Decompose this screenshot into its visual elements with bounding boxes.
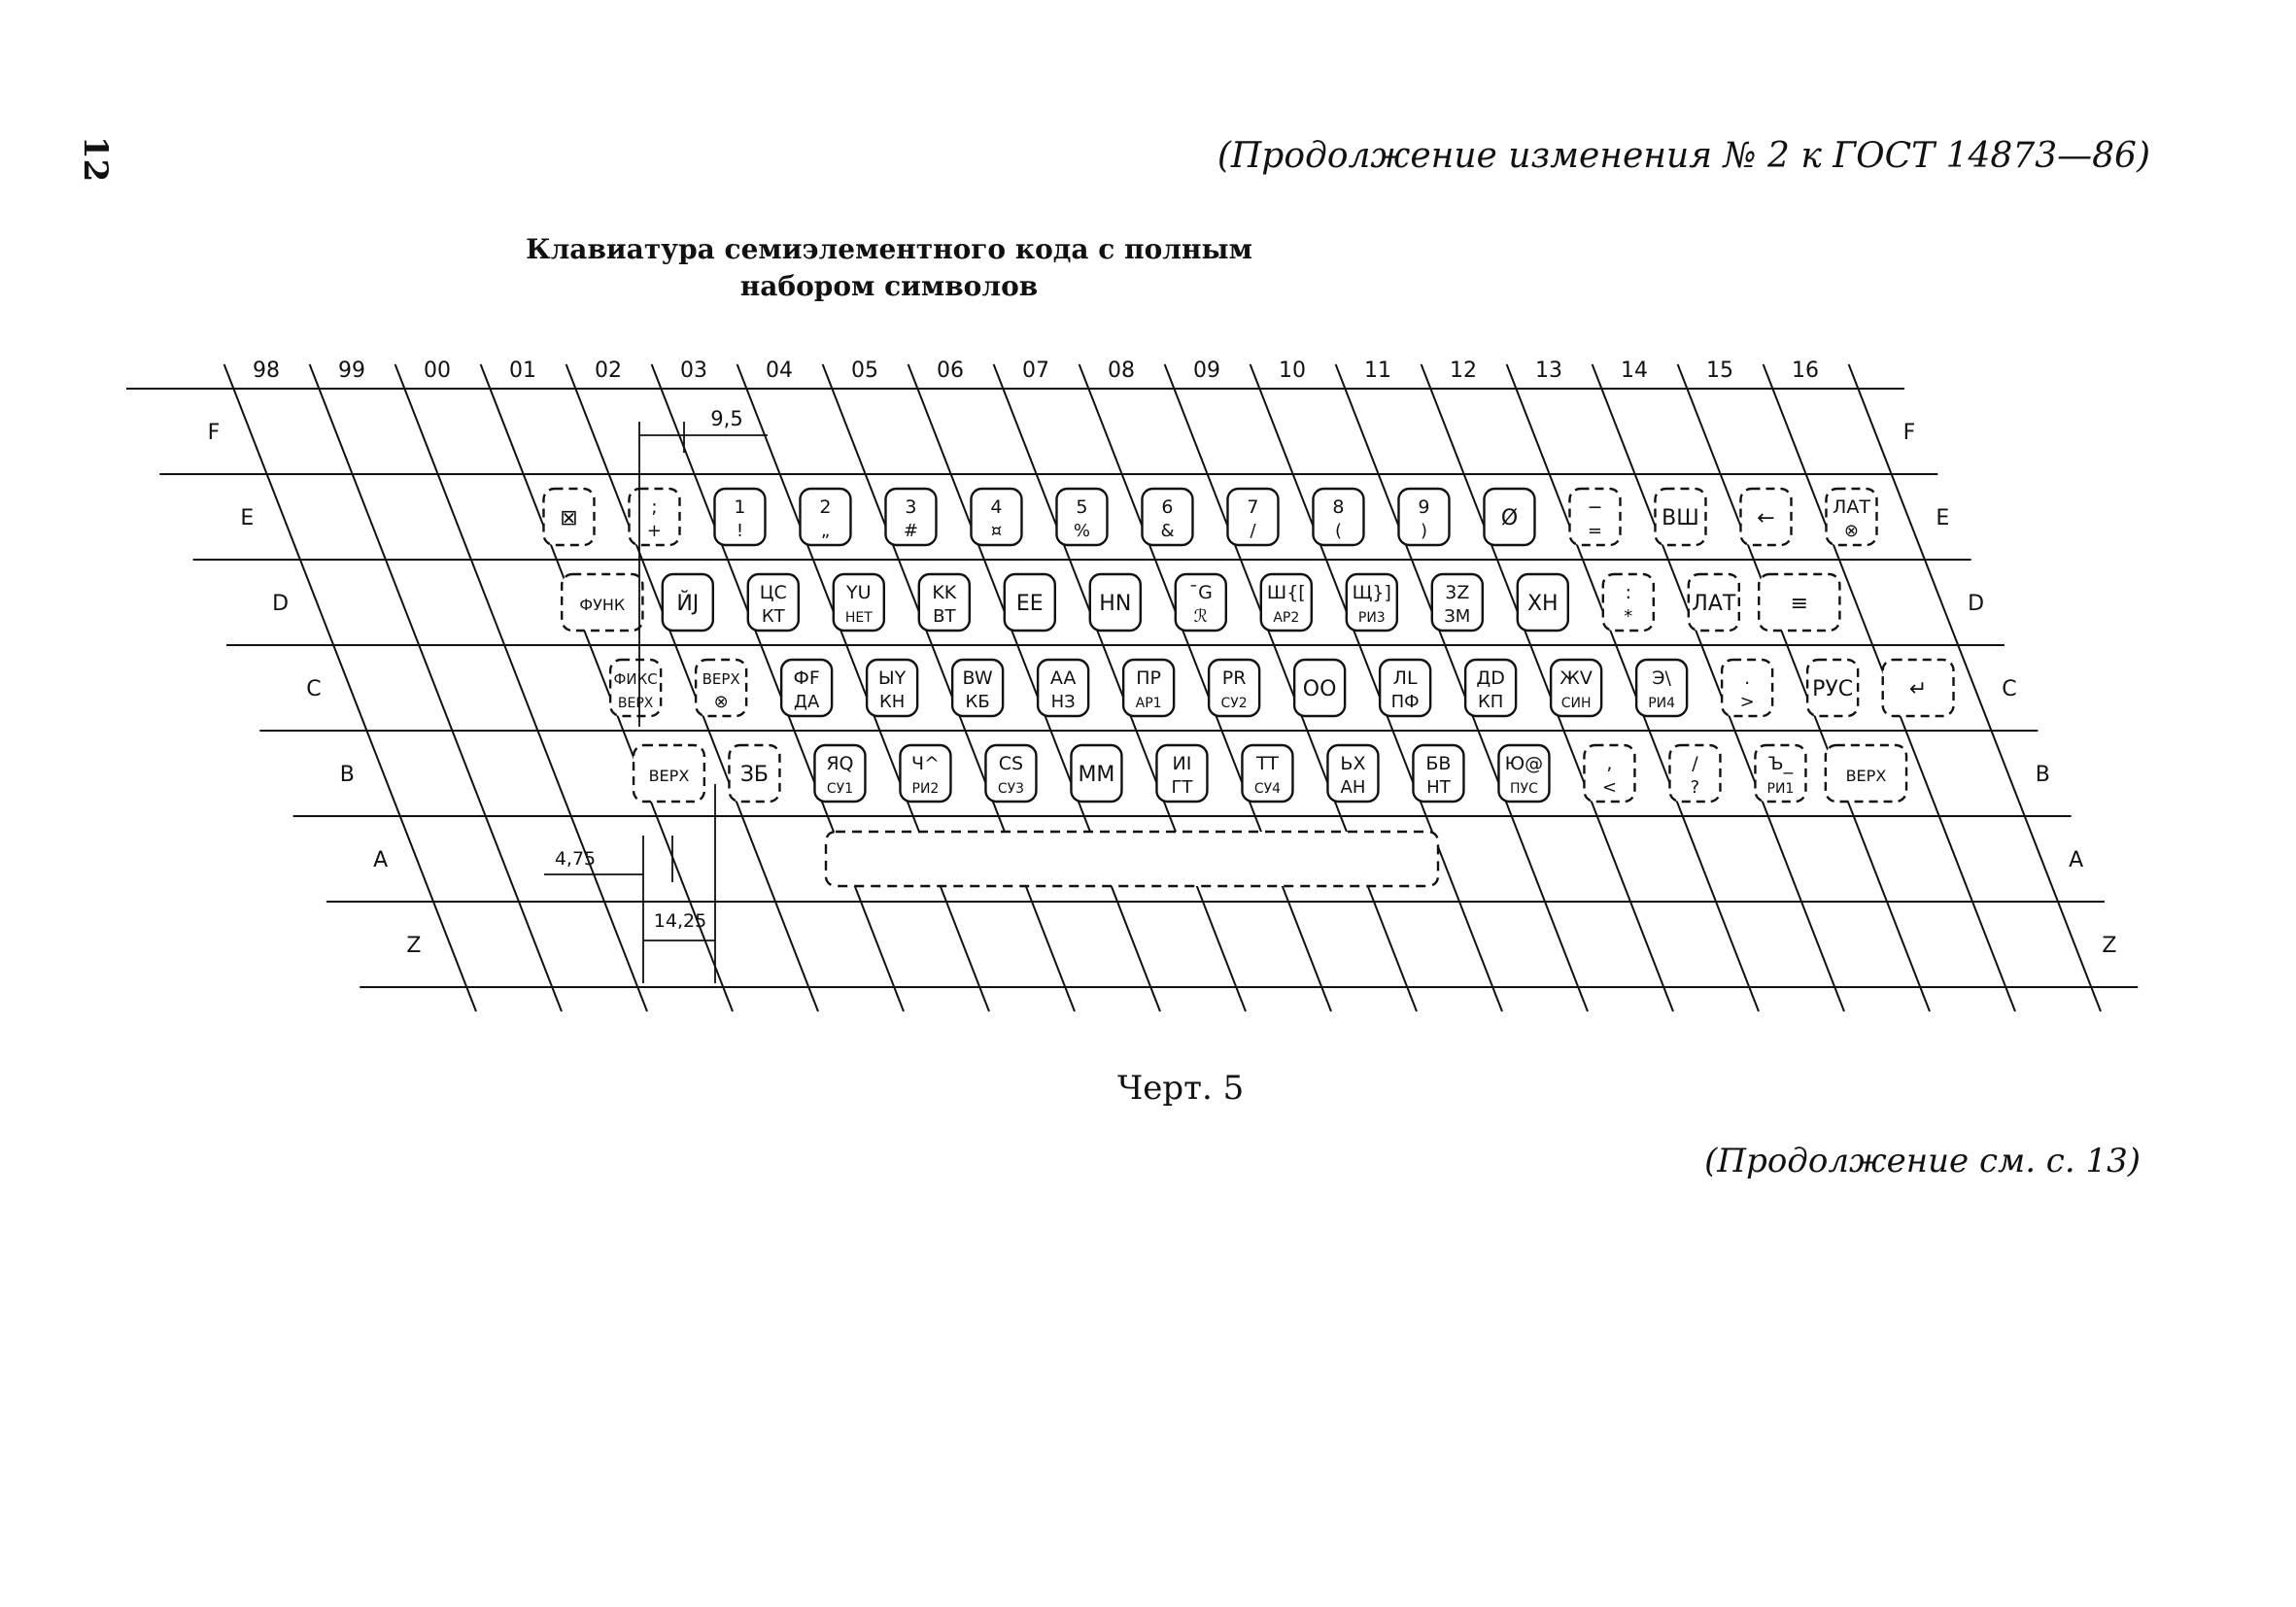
keyboard-key xyxy=(1498,745,1549,802)
key-legend: − xyxy=(1587,496,1603,518)
keyboard-key xyxy=(663,574,713,631)
row-label-right: C xyxy=(2002,677,2017,701)
key-legend: MM xyxy=(1078,763,1115,787)
keyboard-key xyxy=(634,745,704,802)
page-number: 12 xyxy=(76,136,115,183)
keyboard-key xyxy=(562,574,642,631)
key-legend: НЗ xyxy=(1050,692,1076,712)
keyboard-key xyxy=(1294,660,1345,716)
key-legend: ⊗ xyxy=(1843,521,1860,541)
keyboard-key xyxy=(1380,660,1430,716)
keyboard-key xyxy=(696,660,746,716)
key-legend: ФИКС xyxy=(613,670,658,688)
key-legend: ЖV xyxy=(1559,667,1593,689)
key-legend: СУ4 xyxy=(1253,781,1282,797)
key-legend: 1 xyxy=(734,496,746,518)
keyboard-key xyxy=(1261,574,1312,631)
key-legend: 5 xyxy=(1076,496,1088,518)
key-legend: ) xyxy=(1420,521,1427,541)
key-legend: + xyxy=(646,521,663,541)
row-label-right: F xyxy=(1902,421,1916,445)
key-legend: ПФ xyxy=(1390,692,1420,712)
keyboard-key xyxy=(1826,745,1906,802)
row-label-left: E xyxy=(240,506,255,530)
row-label-left: A xyxy=(373,848,389,872)
key-legend: < xyxy=(1601,777,1617,798)
dimension-key-pitch: 9,5 xyxy=(710,407,743,430)
key-legend: ¯G xyxy=(1188,582,1213,603)
keyboard-key xyxy=(1398,489,1449,545)
key-legend: 3Z xyxy=(1445,582,1470,603)
key-legend: ВЕРХ xyxy=(1845,767,1887,785)
keyboard-key xyxy=(1603,574,1654,631)
column-label: 99 xyxy=(338,359,365,383)
key-legend: HN xyxy=(1099,592,1132,616)
key-legend: ; xyxy=(651,496,658,518)
key-legend: . xyxy=(1744,667,1751,689)
keyboard-key xyxy=(800,489,850,545)
key-legend: АР2 xyxy=(1273,610,1300,626)
key-legend: КН xyxy=(878,692,906,712)
keyboard-key xyxy=(1156,745,1207,802)
keyboard-key xyxy=(714,489,765,545)
key-legend: ВТ xyxy=(933,606,956,627)
keyboard-key xyxy=(1551,660,1601,716)
key-legend: ЯQ xyxy=(826,753,854,774)
row-label-left: D xyxy=(272,592,290,616)
key-legend: ИI xyxy=(1172,753,1192,774)
keyboard-key xyxy=(543,489,594,545)
keyboard-key xyxy=(1655,489,1705,545)
key-legend: СУ3 xyxy=(997,781,1025,797)
keyboard-key xyxy=(919,574,970,631)
column-label: 06 xyxy=(937,359,964,383)
key-legend: KK xyxy=(932,582,957,603)
key-legend: : xyxy=(1625,582,1632,603)
column-label: 15 xyxy=(1706,359,1733,383)
row-label-left: C xyxy=(306,677,322,701)
row-label-left: F xyxy=(207,421,221,445)
keyboard-key xyxy=(885,489,936,545)
keyboard-key xyxy=(900,745,950,802)
key-legend: ЗБ xyxy=(739,763,770,787)
dimension-offset: 4,75 xyxy=(554,848,597,870)
column-label: 05 xyxy=(851,359,878,383)
key-legend: БВ xyxy=(1425,753,1452,774)
key-legend: ЦС xyxy=(759,582,787,603)
column-label: 00 xyxy=(424,359,451,383)
grid-column-line xyxy=(224,364,476,1011)
key-legend: YU xyxy=(846,582,872,603)
keyboard-key xyxy=(1883,660,1954,716)
key-legend: / xyxy=(1250,521,1256,541)
key-legend: ← xyxy=(1757,506,1775,530)
figure-title-line2: набором символов xyxy=(739,270,1039,302)
key-legend: ¤ xyxy=(990,521,1003,541)
key-legend: CS xyxy=(998,753,1024,774)
key-legend: XH xyxy=(1526,592,1559,616)
row-label-right: E xyxy=(1936,506,1950,530)
keyboard-key xyxy=(1090,574,1141,631)
key-legend: 4 xyxy=(990,496,1003,518)
space-bar xyxy=(826,832,1438,886)
header-note: (Продолжение изменения № 2 к ГОСТ 14873—86) xyxy=(1217,136,2150,176)
keyboard-key xyxy=(952,660,1003,716)
keyboard-key xyxy=(1413,745,1463,802)
keyboard-key xyxy=(1740,489,1791,545)
keyboard-key xyxy=(1038,660,1088,716)
key-legend: КТ xyxy=(761,606,785,627)
keyboard-key xyxy=(1584,745,1634,802)
grid-column-line xyxy=(310,364,562,1011)
key-legend: TT xyxy=(1255,753,1279,774)
row-label-right: D xyxy=(1968,592,1985,616)
key-legend: РИ2 xyxy=(911,781,940,797)
keyboard-key xyxy=(1347,574,1397,631)
key-legend: AA xyxy=(1049,667,1077,689)
column-label: 01 xyxy=(509,359,536,383)
keyboard-key xyxy=(1722,660,1772,716)
figure-caption: Черт. 5 xyxy=(1117,1069,1245,1108)
keyboard-key xyxy=(1755,745,1805,802)
key-legend: BW xyxy=(962,667,993,689)
row-label-right: A xyxy=(2069,848,2084,872)
key-legend: ВЕРХ xyxy=(648,767,690,785)
footer-note: (Продолжение см. с. 13) xyxy=(1704,1142,2141,1180)
key-legend: # xyxy=(903,521,919,541)
row-label-right: B xyxy=(2035,763,2050,787)
key-legend: Ш{[ xyxy=(1266,582,1306,603)
key-legend: 3 xyxy=(905,496,917,518)
row-label-left: B xyxy=(339,763,355,787)
keyboard-key xyxy=(1759,574,1839,631)
key-legend: ВШ xyxy=(1662,506,1699,530)
column-label: 07 xyxy=(1022,359,1049,383)
keyboard-key xyxy=(1313,489,1363,545)
key-legend: РИ3 xyxy=(1357,610,1386,626)
key-legend: ⊗ xyxy=(713,692,729,712)
keyboard-key xyxy=(1636,660,1687,716)
keyboard-key xyxy=(1807,660,1858,716)
key-legend: , xyxy=(1606,753,1613,774)
key-legend: КБ xyxy=(965,692,990,712)
key-legend: Ø xyxy=(1500,506,1519,530)
keyboard-key xyxy=(748,574,799,631)
key-legend: „ xyxy=(820,521,831,541)
key-legend: ЗМ xyxy=(1444,606,1471,627)
key-legend: ПУС xyxy=(1510,781,1538,797)
key-legend: ≡ xyxy=(1790,592,1809,616)
key-legend: ВЕРХ xyxy=(702,670,740,688)
key-legend: ДD xyxy=(1476,667,1505,689)
keyboard-key xyxy=(867,660,917,716)
keyboard-key xyxy=(1227,489,1278,545)
keyboard-key xyxy=(985,745,1036,802)
key-legend: % xyxy=(1073,521,1091,541)
key-legend: ℛ xyxy=(1193,606,1208,627)
key-legend: Щ}] xyxy=(1352,582,1391,603)
key-legend: ! xyxy=(736,521,744,541)
keyboard-key xyxy=(1176,574,1226,631)
keyboard-key xyxy=(971,489,1021,545)
keyboard-key xyxy=(729,745,779,802)
column-label: 10 xyxy=(1279,359,1306,383)
keyboard-key xyxy=(781,660,832,716)
key-legend: ЬX xyxy=(1340,753,1366,774)
key-legend: ВЕРХ xyxy=(617,696,654,711)
key-legend: > xyxy=(1739,692,1755,712)
keyboard-key xyxy=(610,660,661,716)
key-legend: ДА xyxy=(793,692,820,712)
key-legend: СУ1 xyxy=(826,781,854,797)
keyboard-key xyxy=(1142,489,1192,545)
key-legend: ЫY xyxy=(877,667,907,689)
key-legend: ? xyxy=(1690,777,1700,798)
key-legend: Ч^ xyxy=(910,753,940,774)
column-label: 98 xyxy=(253,359,280,383)
key-legend: НЕТ xyxy=(844,610,873,626)
column-label: 09 xyxy=(1193,359,1220,383)
key-legend: 9 xyxy=(1418,496,1430,518)
key-legend: ГТ xyxy=(1171,777,1193,798)
keyboard-key xyxy=(834,574,884,631)
keyboard-key xyxy=(1005,574,1055,631)
key-legend: СИН xyxy=(1560,696,1592,711)
key-legend: СУ2 xyxy=(1220,696,1248,711)
key-legend: ПР xyxy=(1136,667,1161,689)
keyboard-key xyxy=(814,745,865,802)
key-legend: Ю@ xyxy=(1504,753,1544,774)
key-legend: OO xyxy=(1302,677,1337,701)
column-label: 16 xyxy=(1792,359,1819,383)
key-legend: 6 xyxy=(1161,496,1174,518)
key-legend: ФУНК xyxy=(579,596,626,614)
row-label-right: Z xyxy=(2102,934,2117,958)
figure-title xyxy=(0,231,1778,305)
key-legend: / xyxy=(1692,753,1698,774)
keyboard-key xyxy=(1071,745,1121,802)
key-legend: Э\ xyxy=(1652,667,1671,689)
keyboard-key xyxy=(1209,660,1259,716)
row-label-left: Z xyxy=(406,934,422,958)
key-legend: * xyxy=(1624,606,1633,627)
key-legend: РИ4 xyxy=(1648,696,1676,711)
key-legend: 2 xyxy=(819,496,832,518)
key-legend: ( xyxy=(1334,521,1342,541)
keyboard-key xyxy=(1327,745,1378,802)
keyboard-key xyxy=(1484,489,1534,545)
keyboard-key xyxy=(1242,745,1292,802)
key-legend: ⊠ xyxy=(560,506,578,530)
keyboard-key xyxy=(1826,489,1876,545)
column-label: 12 xyxy=(1450,359,1477,383)
keyboard-key xyxy=(1518,574,1568,631)
column-label: 03 xyxy=(680,359,707,383)
key-legend: & xyxy=(1160,521,1175,541)
key-legend: РИ1 xyxy=(1766,781,1795,797)
keyboard-key xyxy=(1569,489,1620,545)
keyboard-diagram xyxy=(0,330,2296,1049)
dimension-key-width: 14,25 xyxy=(653,910,707,932)
key-legend: ЙJ xyxy=(676,592,700,616)
key-legend: 7 xyxy=(1247,496,1259,518)
column-label: 13 xyxy=(1535,359,1562,383)
key-legend: РУС xyxy=(1812,677,1854,701)
key-legend: EE xyxy=(1015,592,1044,616)
keyboard-key xyxy=(1465,660,1516,716)
key-legend: ЛАТ xyxy=(1833,496,1870,518)
column-label: 02 xyxy=(595,359,622,383)
keyboard-key xyxy=(1669,745,1720,802)
column-label: 11 xyxy=(1364,359,1391,383)
keyboard-key xyxy=(1689,574,1739,631)
key-legend: ЛАТ xyxy=(1692,592,1736,616)
key-legend: КП xyxy=(1477,692,1504,712)
key-legend: PR xyxy=(1221,667,1247,689)
key-legend: 8 xyxy=(1332,496,1345,518)
figure-title-line1: Клавиатура семиэлементного кода с полным xyxy=(526,233,1252,265)
key-legend: НТ xyxy=(1426,777,1451,798)
keyboard-key xyxy=(1056,489,1107,545)
key-legend: АР1 xyxy=(1135,696,1162,711)
key-legend: = xyxy=(1587,521,1603,541)
key-legend: АН xyxy=(1340,777,1366,798)
key-legend: ФF xyxy=(793,667,820,689)
column-label: 08 xyxy=(1108,359,1135,383)
key-legend: ↵ xyxy=(1908,677,1928,701)
keyboard-key xyxy=(1432,574,1483,631)
keyboard-key xyxy=(1123,660,1174,716)
column-label: 04 xyxy=(766,359,793,383)
key-legend: ЛL xyxy=(1392,667,1418,689)
column-label: 14 xyxy=(1621,359,1648,383)
key-legend: Ъ_ xyxy=(1767,753,1794,774)
keyboard-key xyxy=(629,489,679,545)
